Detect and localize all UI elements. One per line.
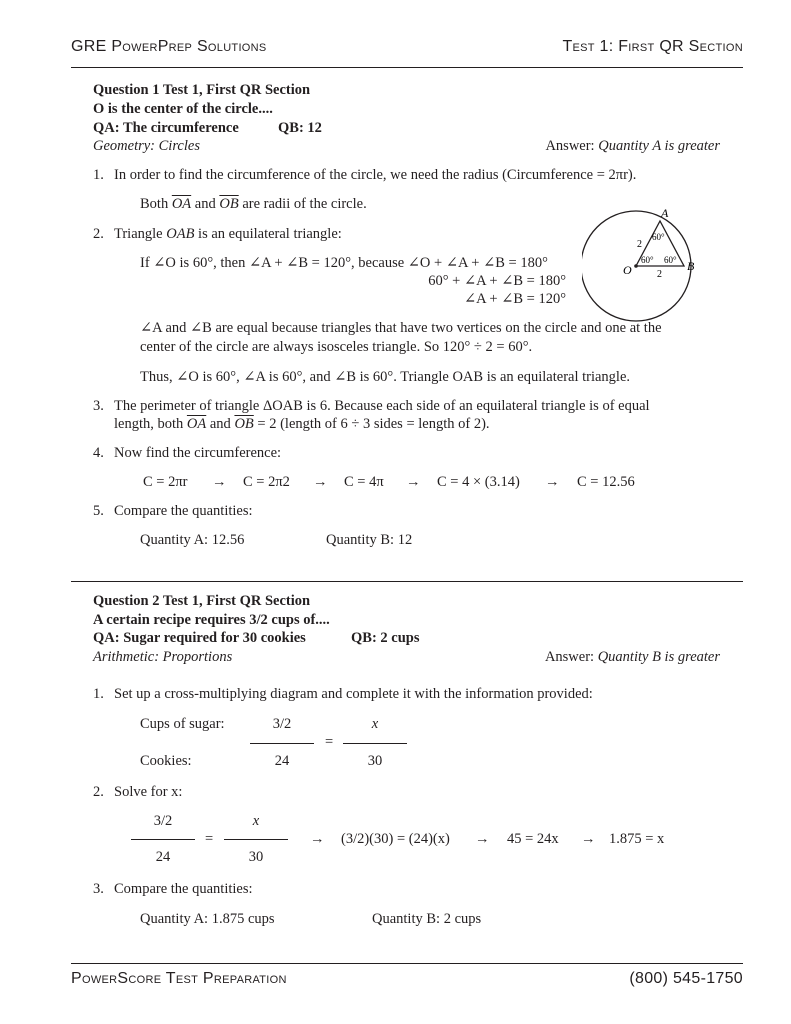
label-b: B: [687, 259, 695, 273]
q1-step2: [114, 226, 342, 243]
q2-solve-frac1-num: 3/2: [153, 813, 173, 829]
q2-step2-num: 2.: [93, 784, 104, 800]
footer-right: (800) 545-1750: [629, 970, 743, 987]
q1-step2-pre: Triangle: [114, 226, 167, 242]
center-point: [634, 264, 638, 268]
q1-step2-post: is an equilateral triangle:: [194, 226, 342, 242]
q1-answer: [545, 138, 720, 155]
q1-equation-3: ∠A + ∠B = 120°: [463, 291, 566, 307]
q1-quantity-a: Quantity A: 12.56: [140, 532, 245, 548]
q2-solve-frac1-bar: [131, 839, 195, 840]
label-side-ob: 2: [657, 269, 662, 280]
q2-solve-arrow-3: →: [581, 831, 596, 847]
label-angle-b: 60°: [664, 255, 677, 265]
q2-solve-equals: =: [205, 831, 214, 847]
q2-solve-step-1: (3/2)(30) = (24)(x): [341, 831, 450, 847]
q1-para-1: ∠A and ∠B are equal because triangles that have two vertices on the circle and one at the: [140, 320, 662, 336]
header-title-left: GRE PowerPrep Solutions: [71, 38, 267, 55]
header-rule: [71, 67, 743, 68]
q2-answer-value: Quantity B is greater: [597, 649, 720, 665]
q1-step5: Compare the quantities:: [114, 503, 253, 519]
q1-para-3: Thus, ∠O is 60°, ∠A is 60°, and ∠B is 60°. Triangle OAB is an equilateral triangle.: [140, 369, 631, 385]
q1-step3b-ob: $\overline{OB}$: [234, 416, 254, 432]
q2-answer: [545, 649, 720, 666]
q1-step1-radii: [140, 196, 367, 213]
q2-stem: A certain recipe requires 3/2 cups of....: [93, 612, 330, 628]
q1-chain-1: C = 2πr: [143, 474, 188, 490]
section-divider: [71, 581, 743, 582]
q2-equals: =: [325, 734, 334, 750]
q1-topic: Geometry: Circles: [93, 138, 200, 154]
q1-segment-oa: $\overline{OA}$: [171, 196, 192, 212]
q1-qb: QB: 12: [278, 120, 322, 136]
q2-solve-frac2-num: x: [252, 813, 260, 829]
q1-segment-ob: $\overline{OB}$: [219, 196, 239, 212]
q1-stem: O is the center of the circle....: [93, 101, 273, 117]
q2-frac2-bar: [343, 743, 407, 744]
q1-equation-1: If ∠O is 60°, then ∠A + ∠B = 120°, because ∠O + ∠A + ∠B = 180°: [140, 255, 548, 271]
q1-step4-num: 4.: [93, 445, 104, 461]
q1-step3b-and: and: [206, 416, 235, 432]
q2-solve-step-3: 1.875 = x: [609, 831, 665, 847]
q1-equation-2: 60° + ∠A + ∠B = 180°: [428, 273, 566, 289]
q1-chain-5: C = 12.56: [577, 474, 635, 490]
q2-step1-num: 1.: [93, 686, 104, 702]
q2-cookies-label: Cookies:: [140, 753, 192, 769]
q2-frac1-den: 24: [274, 753, 290, 769]
q1-step3b-oa: $\overline{OA}$: [186, 416, 207, 432]
q1-para-2: center of the circle are always isosceles triangle. So 120° ÷ 2 = 60°.: [140, 339, 533, 355]
q2-frac2-num: x: [371, 716, 379, 732]
q2-frac1-bar: [250, 743, 314, 744]
label-a: A: [661, 206, 669, 220]
q1-title: Question 1 Test 1, First QR Section: [93, 82, 311, 98]
q2-solve-step-2: 45 = 24x: [507, 831, 559, 847]
q2-frac2-den: 30: [367, 753, 383, 769]
q2-solve-frac2-den: 30: [248, 849, 264, 865]
q2-qb: QB: 2 cups: [351, 630, 420, 646]
q1-step3b-pre: length, both: [114, 416, 187, 432]
q1-chain-4: C = 4 × (3.14): [437, 474, 520, 490]
label-angle-o: 60°: [641, 255, 654, 265]
q1-step3b-post: = 2 (length of 6 ÷ 3 sides = length of 2).: [253, 416, 490, 432]
q2-topic: Arithmetic: Proportions: [93, 649, 233, 665]
q2-solve-frac1-den: 24: [155, 849, 171, 865]
q1-radii-pre: Both: [140, 196, 172, 212]
q1-answer-label: Answer:: [545, 138, 599, 154]
q1-step1-num: 1.: [93, 167, 104, 183]
q2-qa: QA: Sugar required for 30 cookies: [93, 630, 306, 646]
footer-left: PowerScore Test Preparation: [71, 970, 287, 987]
q2-answer-label: Answer:: [544, 649, 598, 665]
q2-step2: Solve for x:: [114, 784, 183, 800]
q2-step3: Compare the quantities:: [114, 881, 253, 897]
q1-step5-num: 5.: [93, 503, 104, 519]
q2-step3-num: 3.: [93, 881, 104, 897]
q1-qa: QA: The circumference: [93, 120, 239, 136]
q2-solve-arrow-2: →: [475, 831, 490, 847]
label-side-oa: 2: [637, 239, 642, 250]
q1-chain-2: C = 2π2: [243, 474, 290, 490]
q2-title: Question 2 Test 1, First QR Section: [93, 593, 311, 609]
q2-solve-arrow-1: →: [310, 831, 325, 847]
q1-step3b: [114, 416, 490, 433]
q1-answer-value: Quantity A is greater: [598, 138, 720, 154]
q1-step1: In order to find the circumference of the circle, we need the radius (Circumference = 2πr).: [114, 167, 637, 183]
footer-rule: [71, 963, 743, 964]
label-o: O: [623, 263, 632, 277]
q1-step3-num: 3.: [93, 398, 104, 414]
q1-step4: Now find the circumference:: [114, 445, 282, 461]
q1-step2-num: 2.: [93, 226, 104, 242]
q1-quantity-b: Quantity B: 12: [326, 532, 413, 548]
q2-frac1-num: 3/2: [272, 716, 292, 732]
q2-step1: Set up a cross-multiplying diagram and complete it with the information provided:: [114, 686, 593, 702]
q1-chain-3: C = 4π: [344, 474, 384, 490]
q2-quantity-a: Quantity A: 1.875 cups: [140, 911, 275, 927]
q1-chain-arrow-3: →: [406, 474, 421, 490]
header-title-right: Test 1: First QR Section: [562, 38, 743, 55]
q2-solve-frac2-bar: [224, 839, 288, 840]
label-angle-a: 60°: [652, 232, 665, 242]
q1-radii-post: are radii of the circle.: [238, 196, 367, 212]
q1-step2-oab: OAB: [166, 226, 195, 242]
q2-sugar-label: Cups of sugar:: [140, 716, 225, 732]
q1-chain-arrow-2: →: [313, 474, 328, 490]
q1-chain-arrow-4: →: [545, 474, 560, 490]
q1-step3a: The perimeter of triangle ΔOAB is 6. Because each side of an equilateral triangle is of equal: [114, 398, 650, 414]
q1-radii-and: and: [191, 196, 220, 212]
q2-quantity-b: Quantity B: 2 cups: [372, 911, 482, 927]
q1-chain-arrow-1: →: [212, 474, 227, 490]
